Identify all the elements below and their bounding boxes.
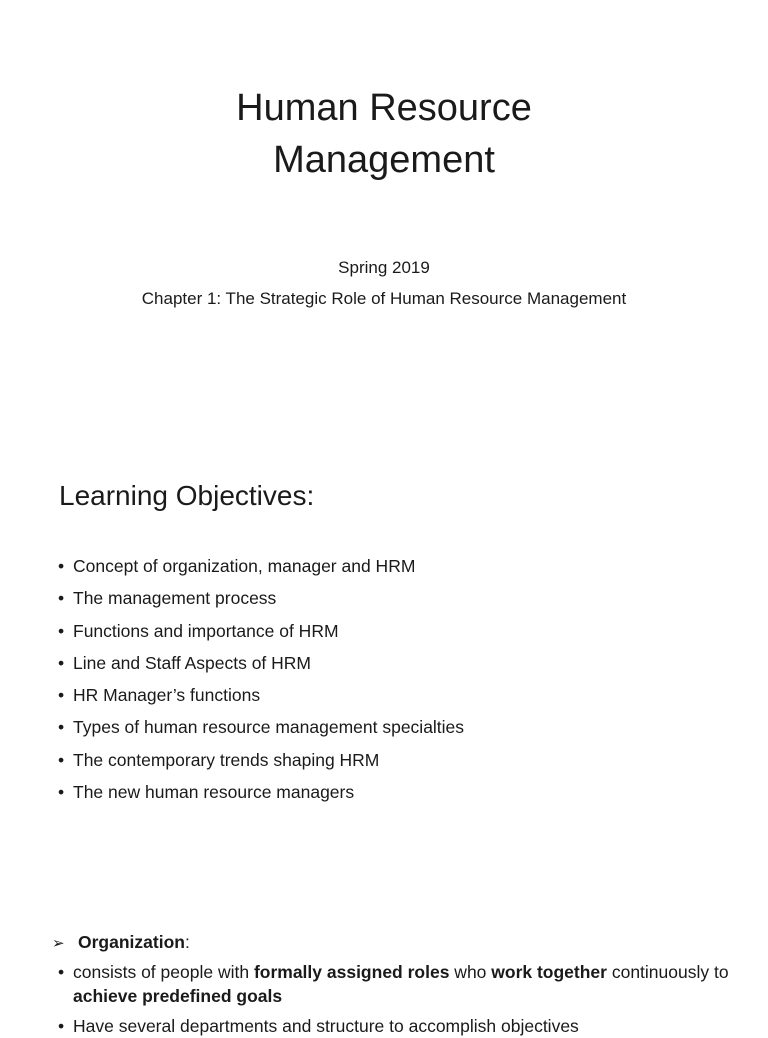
objective-item [58,776,464,808]
chapter-label: Chapter 1: The Strategic Role of Human Resource Management [141,289,627,308]
objective-text: Functions and importance of HRM [73,620,339,641]
objective-text: The management process [73,588,277,609]
arrow-bullet-icon: ➢ [52,935,65,952]
objective-text: Line and Staff Aspects of HRM [73,652,312,673]
org-text-4: Have several departments and structure to accomplish objectives [73,1016,579,1036]
org-bold-3: achieve predefined goals [73,986,283,1006]
organization-item [58,960,748,1008]
deck-title-line-2: Management [273,139,495,181]
bullet-icon: • [58,652,65,673]
org-text-3: continuously to [606,962,729,982]
objectives-slide [0,420,768,890]
objective-item [58,744,464,776]
organization-list [58,960,748,1038]
objective-text: Types of human resource management specialties [73,717,465,738]
bullet-icon: • [58,1016,65,1036]
objective-item [58,615,464,647]
objective-item [58,711,464,743]
org-bold-2: work together [491,962,607,982]
org-bold-1: formally assigned roles [253,962,450,982]
objective-text: The new human resource managers [73,782,355,803]
bullet-icon: • [58,556,65,576]
objectives-heading: Learning Objectives: [59,480,315,511]
organization-item [58,1014,748,1038]
org-text-1: consists of people with [73,962,254,982]
bullet-icon: • [58,588,65,609]
organization-heading-colon: : [184,932,190,952]
objective-item [58,550,464,582]
objectives-list [58,550,464,808]
bullet-icon: • [58,962,65,982]
bullet-icon: • [58,620,65,641]
title-slide [0,0,768,420]
objective-item [58,647,464,679]
deck-title [0,82,768,186]
deck-title-line-1: Human Resource [236,87,532,129]
objective-text: Concept of organization, manager and HRM [73,556,416,576]
bullet-icon: • [58,717,65,738]
objective-text: HR Manager’s functions [73,685,261,706]
term-label: Spring 2019 [338,258,430,277]
organization-slide [0,890,768,1036]
organization-heading [52,930,190,956]
organization-heading-text: Organization [78,932,185,952]
bullet-icon: • [58,782,65,803]
org-text-2: who [449,962,492,982]
bullet-icon: • [58,749,65,770]
bullet-icon: • [58,685,65,706]
objective-text: The contemporary trends shaping HRM [73,749,380,770]
objective-item [58,582,464,614]
objective-item [58,679,464,711]
